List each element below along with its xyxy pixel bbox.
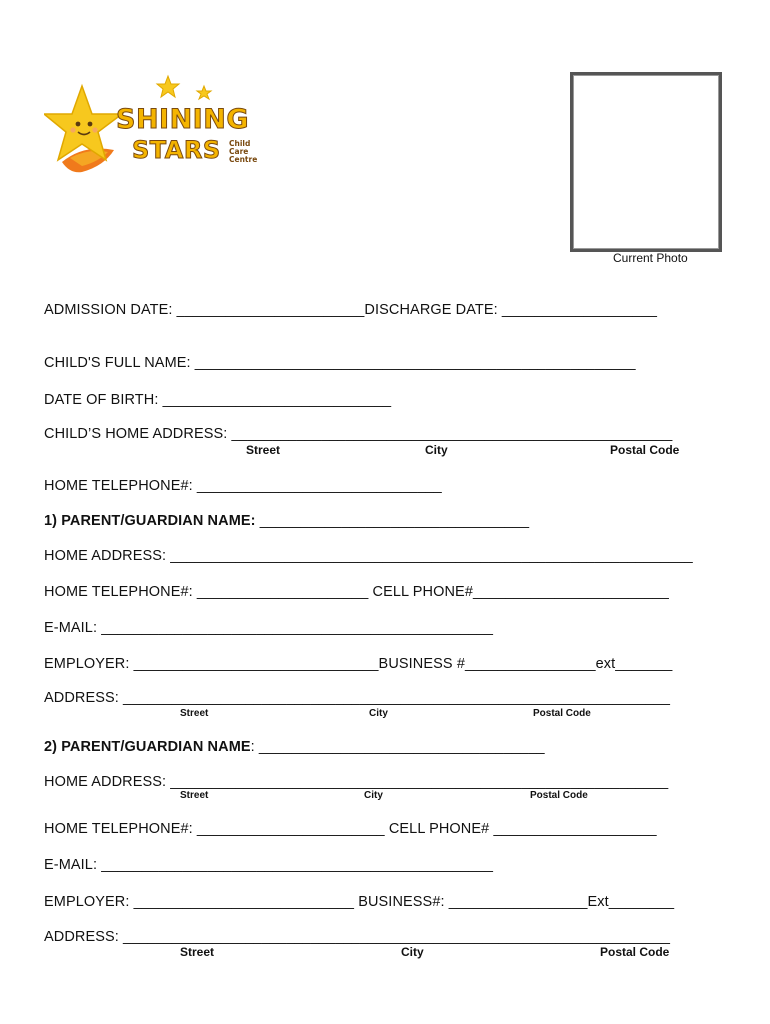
photo-box (570, 72, 722, 252)
parent1-address-city-label: City (369, 708, 388, 719)
parent1-address-postal-label: Postal Code (533, 708, 591, 719)
child-address-city-label: City (425, 443, 448, 457)
logo-sub-care: Care (229, 147, 249, 156)
parent2-address-city-label: City (401, 945, 424, 959)
parent2-address-street-label: Street (180, 945, 215, 959)
parent2-home-address-line: HOME ADDRESS: _____________________________________________________________ (44, 774, 669, 790)
parent2-home-address-street-label: Street (180, 790, 209, 801)
date-of-birth-line: DATE OF BIRTH: ____________________________ (44, 392, 392, 408)
parent1-email-line: E-MAIL: ________________________________________________ (44, 620, 494, 636)
parent1-telephone-line: HOME TELEPHONE#: _____________________ CELL PHONE#________________________ (44, 584, 669, 600)
logo-sub-centre: Centre (229, 155, 258, 164)
parent1-name-blank: _________________________________ (255, 513, 530, 529)
parent2-employer-line: EMPLOYER: ___________________________ BUSINESS#: _________________Ext________ (44, 894, 675, 910)
parent1-name-line (44, 513, 529, 529)
logo-word-stars: STARS (132, 136, 221, 164)
parent1-address-line: ADDRESS: ___________________________________________________________________ (44, 690, 671, 706)
parent2-home-address-city-label: City (364, 790, 383, 801)
parent1-name-label: 1) PARENT/GUARDIAN NAME: (44, 513, 256, 529)
parent2-name-blank: : ___________________________________ (250, 739, 545, 755)
child-full-name-line: CHILD'S FULL NAME: ______________________________________________________ (44, 355, 636, 371)
parent1-address-street-label: Street (180, 708, 209, 719)
parent1-employer-line: EMPLOYER: ______________________________BUSINESS #________________ext_______ (44, 656, 673, 672)
parent2-address-postal-label: Postal Code (600, 945, 670, 959)
shining-stars-logo (44, 74, 264, 184)
child-address-street-label: Street (246, 443, 281, 457)
parent2-name-line (44, 739, 545, 755)
parent1-home-address-line: HOME ADDRESS: ________________________________________________________________ (44, 548, 693, 564)
admission-discharge-line: ADMISSION DATE: _______________________DISCHARGE DATE: ___________________ (44, 302, 658, 318)
parent2-email-line: E-MAIL: ________________________________________________ (44, 857, 494, 873)
parent2-address-line: ADDRESS: ___________________________________________________________________ (44, 929, 671, 945)
parent2-name-label: 2) PARENT/GUARDIAN NAME (44, 739, 251, 755)
home-telephone-line: HOME TELEPHONE#: ______________________________ (44, 478, 442, 494)
parent2-telephone-line: HOME TELEPHONE#: _______________________ CELL PHONE# ____________________ (44, 821, 657, 837)
logo-word-shining: SHINING (116, 104, 249, 135)
parent2-home-address-postal-label: Postal Code (530, 790, 588, 801)
child-home-address-line: CHILD’S HOME ADDRESS: ______________________________________________________ (44, 426, 673, 442)
photo-caption: Current Photo (613, 251, 688, 265)
logo-sub-child: Child (229, 139, 251, 148)
child-address-postal-label: Postal Code (610, 443, 680, 457)
